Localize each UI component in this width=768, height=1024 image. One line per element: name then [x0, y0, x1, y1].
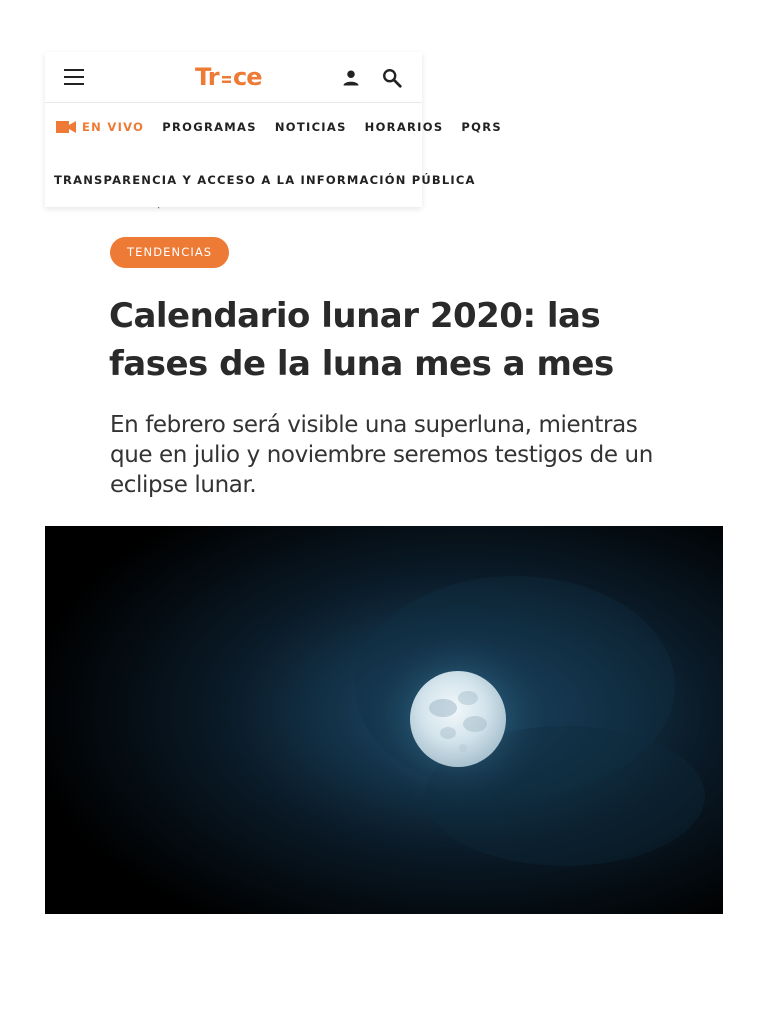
site-header-menu: [45, 52, 502, 207]
moon-shape: [410, 671, 506, 767]
video-camera-icon: [56, 120, 76, 134]
nav-item-programas[interactable]: PROGRAMAS: [162, 120, 257, 134]
category-tag[interactable]: TENDENCIAS: [110, 237, 229, 268]
nav-item-live[interactable]: [56, 120, 144, 134]
svg-text:Tr: Tr: [195, 63, 219, 91]
user-icon[interactable]: [341, 68, 361, 88]
svg-text:ce: ce: [233, 63, 262, 91]
nav-item-pqrs[interactable]: PQRS: [461, 120, 502, 134]
nav-item-noticias[interactable]: NOTICIAS: [274, 120, 347, 134]
nav-item-horarios[interactable]: HORARIOS: [364, 120, 444, 134]
hamburger-icon[interactable]: [64, 69, 84, 85]
nav-item-live-label: EN VIVO: [82, 120, 145, 134]
site-logo[interactable]: [195, 62, 275, 98]
nav-item-transparencia[interactable]: TRANSPARENCIA Y ACCESO A LA INFORMACIÓN PÚBLICA: [54, 173, 476, 187]
full-moon-image: [45, 526, 723, 914]
trece-logo-icon: [195, 62, 275, 92]
hero-image: [45, 526, 723, 914]
search-icon[interactable]: [381, 67, 403, 89]
header-top-bar: [45, 52, 422, 103]
main-nav: [56, 120, 520, 134]
article-subtitle: En febrero será visible una superluna, mientras que en julio y noviembre seremos testigos de un eclipse lunar.: [110, 412, 653, 498]
article-title: Calendario lunar 2020: las fases de la luna mes a mes: [109, 296, 614, 384]
